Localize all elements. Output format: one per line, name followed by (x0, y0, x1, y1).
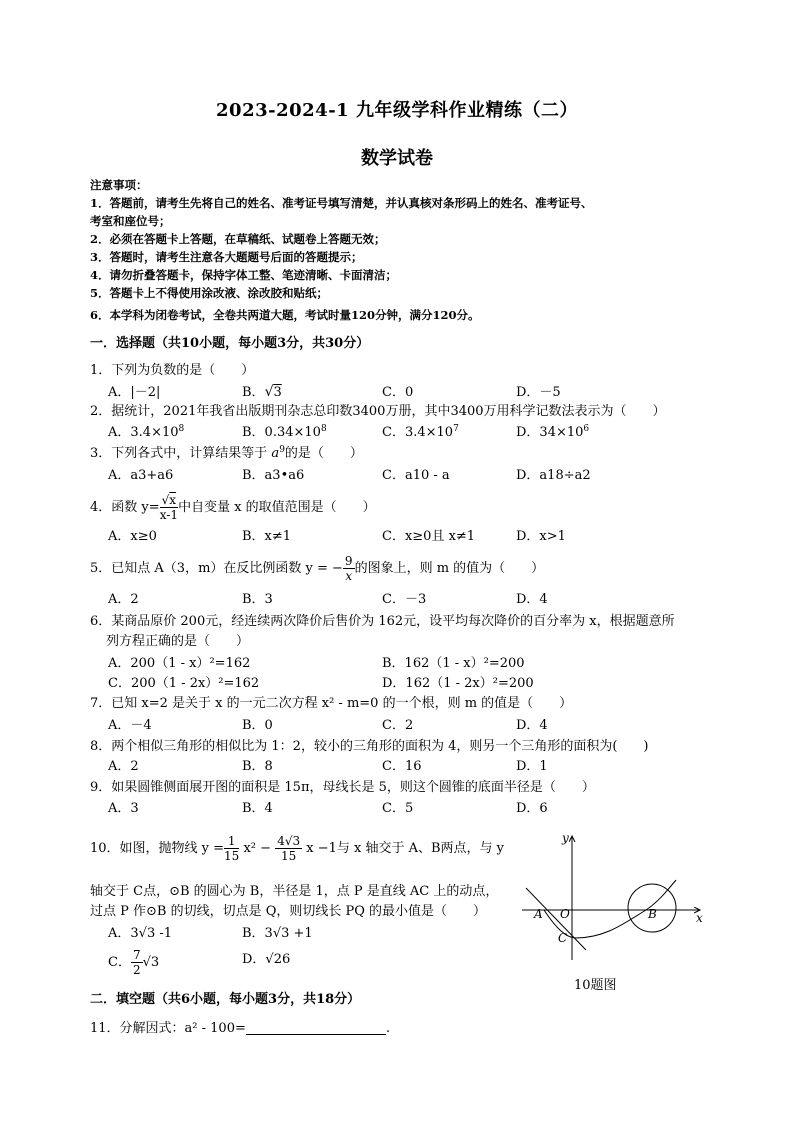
option-d (516, 421, 589, 440)
question-stem (90, 554, 544, 583)
note-item: 4．请勿折叠答题卡，保持字体工整、笔迹清晰、卡面清洁； (90, 268, 397, 282)
option-b: B．x≠1 (242, 529, 292, 544)
point-b-label: B (648, 907, 657, 921)
note-item: 3．答题时，请考生注意各大题题号后面的答题提示； (90, 250, 363, 264)
question-stem-cont: 过点 P 作⊙B 的切线，切点是 Q，则切线长 PQ 的最小值是（ ） (90, 904, 487, 919)
page-title: 2023-2024-1 九年级学科作业精练（二） (216, 100, 578, 121)
option-b: B．0 (242, 718, 273, 733)
option-c: C．5 (382, 801, 414, 816)
stem-text: . (385, 1021, 391, 1036)
x-axis-label: x (696, 911, 703, 925)
option-b: B．8 (242, 759, 273, 774)
option-b: B．4 (242, 801, 273, 816)
exponent: 7 (453, 424, 459, 434)
exponent: 6 (583, 424, 590, 434)
option-c: C．－3 (382, 592, 427, 607)
radicand: x (169, 493, 177, 507)
question-stem (90, 1017, 390, 1036)
option-d: D．－5 (516, 385, 561, 400)
sqrt-icon: √ (264, 384, 274, 400)
option-b: B．3√3 +1 (242, 926, 313, 941)
numerator: 1 (224, 834, 239, 849)
figure-caption: 10题图 (574, 978, 617, 993)
answer-blank[interactable] (246, 1020, 386, 1035)
option-c: C．x≥0且 x≠1 (382, 529, 476, 544)
denominator: 15 (281, 849, 297, 863)
numerator: 9 (344, 554, 353, 568)
option-a: A．x≥0 (108, 529, 157, 544)
option-a: A．200（1 - x）²=162 (108, 656, 251, 671)
denominator: 15 (224, 849, 240, 863)
stem-text: 3．下列各式中，计算结果等于 (90, 446, 268, 461)
option-b (242, 381, 282, 400)
option-c: C．16 (382, 759, 422, 774)
option-a: A．－4 (108, 718, 152, 733)
option-d: D．4 (516, 592, 548, 607)
option-text: B．0.34×10 (242, 425, 321, 440)
option-d: D．x>1 (516, 529, 566, 544)
option-a: A．2 (108, 759, 139, 774)
origin-label: O (560, 907, 570, 921)
stem-text: 4．函数 y= (90, 500, 160, 515)
option-label: B． (242, 385, 265, 400)
fraction (160, 493, 178, 522)
stem-text: 5．已知点 A（3，m）在反比例函数 y = − (90, 561, 343, 576)
denominator: 2 (132, 963, 141, 977)
option-text: D．34×10 (516, 425, 584, 440)
numerator: 4√3 (277, 834, 301, 848)
denominator: x-1 (159, 508, 178, 522)
stem-text: 的是（ ） (284, 446, 363, 461)
option-a (108, 421, 184, 440)
option-text: C．3.4×10 (382, 425, 454, 440)
option-d: D．6 (516, 801, 548, 816)
option-d: D．162（1 - 2x）²=200 (382, 676, 534, 691)
fraction (343, 554, 355, 583)
question-stem (90, 442, 363, 461)
stem-text: x −1与 x 轴交于 A、B两点，与 y (306, 841, 505, 856)
option-b: B．3 (242, 592, 273, 607)
q10-figure (516, 830, 716, 970)
option-c (108, 948, 159, 977)
option-b: B．a3•a6 (242, 468, 305, 483)
notes-heading: 注意事项： (90, 178, 148, 192)
note-item: 2．必须在答题卡上答题，在草稿纸、试题卷上答题无效； (90, 232, 386, 246)
page-subtitle: 数学试卷 (361, 148, 433, 169)
denominator: x (345, 569, 353, 583)
section-heading: 一．选择题（共10小题，每小题3分，共30分） (90, 336, 370, 351)
notes-block (90, 176, 720, 324)
question-stem: 9．如果圆锥侧面展开图的面积是 15π，母线长是 5，则这个圆锥的底面半径是（ ） (90, 780, 595, 795)
note-item: 考室和座位号； (90, 214, 171, 228)
question-stem-cont: 轴交于 C点，⊙B 的圆心为 B，半径是 1，点 P 是直线 AC 上的动点， (90, 884, 499, 899)
fraction (224, 834, 239, 863)
stem-text: x² − (243, 841, 272, 856)
note-item: 1．答题前，请考生先将自己的姓名、准考证号填写清楚，并认真核对条形码上的姓名、准考证号、 (90, 196, 593, 210)
option-c: C．0 (382, 385, 414, 400)
option-text: √3 (142, 955, 160, 970)
option-label: C． (108, 955, 131, 970)
radicand: 3 (273, 385, 282, 400)
option-text: A．3.4×10 (108, 425, 179, 440)
fraction (131, 948, 143, 977)
option-a: A．|－2| (108, 385, 161, 400)
stem-text: 中自变量 x 的取值范围是（ ） (178, 500, 376, 515)
note-item: 6．本学科为闭卷考试，全卷共两道大题，考试时量120分钟，满分120分。 (90, 308, 480, 322)
question-stem: 1．下列为负数的是（ ） (90, 363, 255, 378)
note-item: 5．答题卡上不得使用涂改液、涂改胶和贴纸； (90, 286, 328, 300)
question-stem-cont: 列方程正确的是（ ） (106, 634, 250, 649)
option-a: A．2 (108, 592, 139, 607)
exponent: 9 (279, 445, 285, 455)
option-c: C．a10 - a (382, 468, 450, 483)
point-c-label: C (558, 931, 568, 945)
option-a: A．a3+a6 (108, 468, 174, 483)
question-stem: 7．已知 x=2 是关于 x 的一元二次方程 x² - m=0 的一个根，则 m 的值是（ ） (90, 696, 573, 711)
option-b: B．162（1 - x）²=200 (382, 656, 525, 671)
question-stem: 2．据统计，2021年我省出版期刊杂志总印数3400万册，其中3400万用科学记数法表示为（ ） (90, 404, 666, 419)
option-c: C．2 (382, 718, 414, 733)
option-c (382, 421, 459, 440)
option-c: C．200（1 - 2x）²=162 (108, 676, 260, 691)
option-b (242, 421, 327, 440)
question-stem (90, 834, 504, 863)
option-a: A．3√3 -1 (108, 926, 173, 941)
exponent: 8 (320, 424, 327, 434)
question-stem (90, 493, 376, 522)
stem-text: 的图象上，则 m 的值为（ ） (354, 561, 545, 576)
exponent: 8 (178, 424, 185, 434)
stem-text: 10．如图，抛物线 y = (90, 841, 225, 856)
y-axis-label: y (562, 831, 569, 845)
option-d: D．4 (516, 718, 548, 733)
fraction (275, 834, 302, 863)
option-d: D．√26 (242, 952, 291, 967)
stem-text: 11．分解因式：a² - 100= (90, 1021, 246, 1036)
numerator: 7 (132, 948, 141, 962)
option-a: A．3 (108, 801, 139, 816)
section-heading: 二．填空题（共6小题，每小题3分，共18分） (90, 992, 361, 1007)
option-d: D．a18÷a2 (516, 468, 591, 483)
question-stem: 8．两个相似三角形的相似比为 1：2，较小的三角形的面积为 4，则另一个三角形的面积为( ) (90, 739, 649, 754)
variable: a (271, 446, 280, 461)
numerator: √x (161, 493, 177, 507)
question-stem: 6．某商品原价 200元，经连续两次降价后售价为 162元，设平均每次降价的百分率为 x，根据题意所 (90, 614, 675, 629)
point-a-label: A (534, 907, 543, 921)
option-d: D．1 (516, 759, 548, 774)
